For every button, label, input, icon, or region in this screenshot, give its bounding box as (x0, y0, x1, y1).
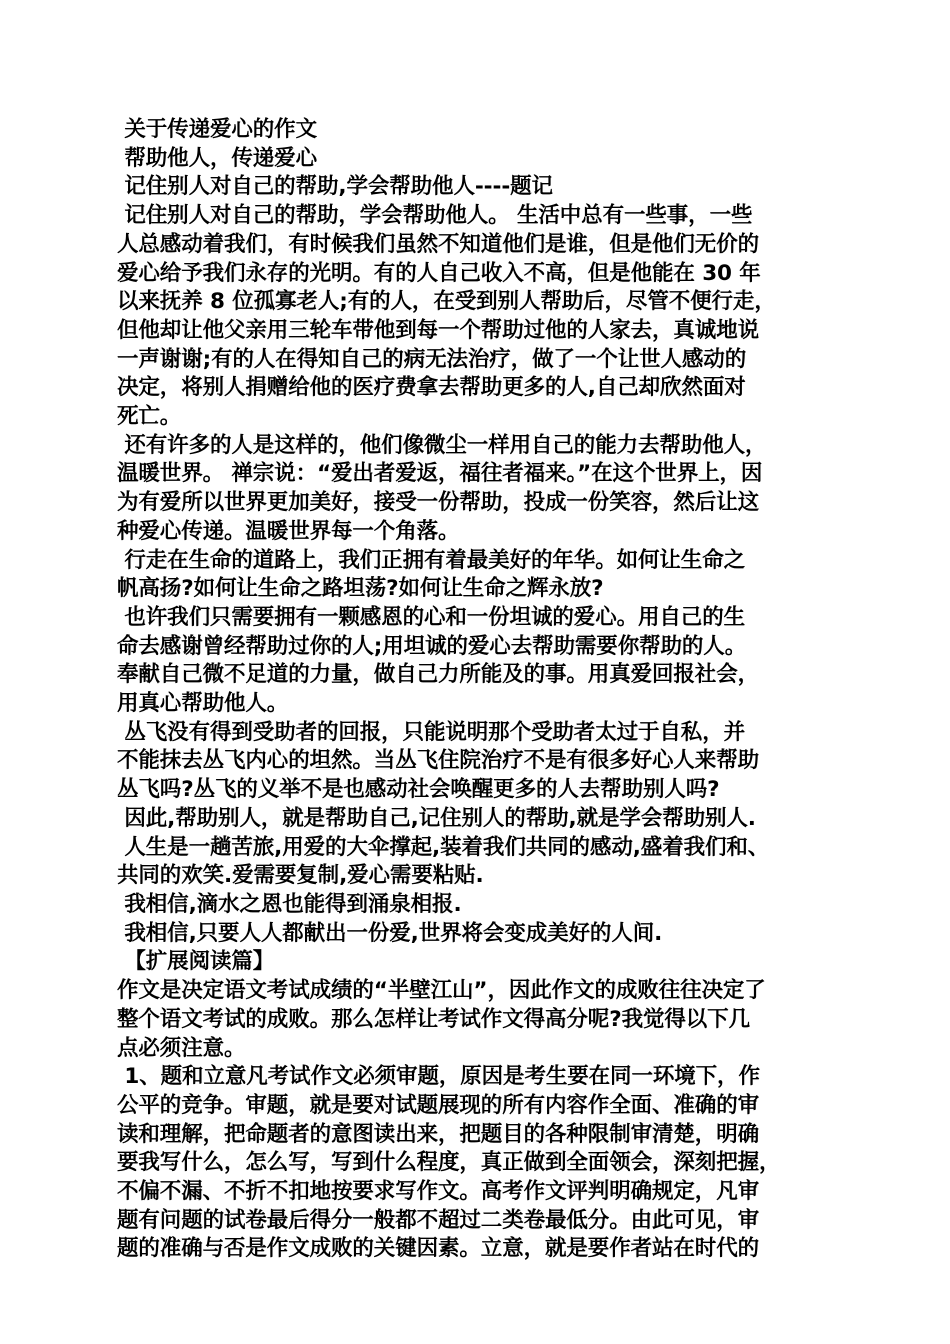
text-line: 作文是决定语文考试成绩的“半壁江山”，因此作文的成败往往决定了 (117, 978, 766, 1004)
text-line: 人总感动着我们，有时候我们虽然不知道他们是谁，但是他们无价的 (117, 231, 760, 257)
text-line: 为有爱所以世界更加美好，接受一份帮助，投成一份笑容，然后让这 (117, 490, 760, 516)
text-line: 点必须注意。 (117, 1035, 246, 1061)
text-line: 帆高扬?如何让生命之路坦荡?如何让生命之辉永放? (117, 576, 604, 602)
text-line: 不能抹去丛飞内心的坦然。当丛飞住院治疗不是有很多好心人来帮助 (117, 748, 760, 774)
epigraph: 记住别人对自己的帮助,学会帮助他人----题记 (117, 174, 553, 200)
text-line: 丛飞没有得到受助者的回报，只能说明那个受助者太过于自私，并 (117, 719, 745, 745)
text-line: 还有许多的人是这样的，他们像微尘一样用自己的能力去帮助他人， (117, 432, 767, 458)
text-line: 共同的欢笑.爱需要复制,爱心需要粘贴. (117, 863, 484, 889)
text-line: 整个语文考试的成败。那么怎样让考试作文得高分呢?我觉得以下几 (117, 1006, 750, 1032)
text-line: 命去感谢曾经帮助过你的人;用坦诚的爱心去帮助需要你帮助的人。 (117, 633, 747, 659)
text-line: 决定，将别人捐赠给他的医疗费拿去帮助更多的人,自己却欣然面对 (117, 375, 746, 401)
text-line: 丛飞吗?丛飞的义举不是也感动社会唤醒更多的人去帮助别人吗? (117, 777, 720, 803)
text-line: 用真心帮助他人。 (117, 691, 289, 717)
essay-title: 关于传递爱心的作文 (117, 117, 317, 142)
text-line: 我相信,只要人人都献出一份爱,世界将会变成美好的人间. (117, 920, 663, 946)
text-line: 题有问题的试卷最后得分一般都不超过二类卷最低分。由此可见，审 (117, 1207, 760, 1233)
text-line: 以来抚养 8 位孤寡老人;有的人，在受到别人帮助后，尽管不便行走， (117, 289, 776, 315)
text-line: 种爱心传递。温暖世界每一个角落。 (117, 518, 460, 544)
text-line: 记住别人对自己的帮助，学会帮助他人。 生活中总有一些事，一些 (117, 203, 753, 229)
text-line: 也许我们只需要拥有一颗感恩的心和一份坦诚的爱心。用自己的生 (117, 604, 745, 630)
text-line: 1、题和立意凡考试作文必须审题，原因是考生要在同一环境下，作 (117, 1064, 760, 1090)
text-line: 一声谢谢;有的人在得知自己的病无法治疗，做了一个让世人感动的 (117, 346, 747, 372)
text-line: 因此,帮助别人，就是帮助自己,记住别人的帮助,就是学会帮助别人. (117, 805, 756, 831)
text-line: 不偏不漏、不折不扣地按要求写作文。高考作文评判明确规定，凡审 (117, 1179, 760, 1205)
text-line: 人生是一趟苦旅,用爱的大伞撑起,装着我们共同的感动,盛着我们和、 (117, 834, 770, 860)
text-line: 死亡。 (117, 404, 182, 430)
text-line: 题的准确与否是作文成败的关键因素。立意，就是要作者站在时代的 (117, 1236, 760, 1262)
essay-body (117, 116, 837, 1264)
text-line: 我相信,滴水之恩也能得到涌泉相报. (117, 891, 462, 917)
text-line: 温暖世界。 禅宗说：“爱出者爱返，福往者福来。”在这个世界上，因 (117, 461, 763, 487)
section-heading: 【扩展阅读篇】 (117, 949, 275, 975)
essay-subtitle: 帮助他人，传递爱心 (117, 145, 317, 171)
text-line: 行走在生命的道路上，我们正拥有着最美好的年华。如何让生命之 (117, 547, 745, 573)
text-line: 但他却让他父亲用三轮车带他到每一个帮助过他的人家去，真诚地说 (117, 317, 760, 343)
text-line: 读和理解，把命题者的意图读出来，把题目的各种限制审清楚，明确 (117, 1121, 760, 1147)
text-line: 公平的竞争。审题，就是要对试题展现的所有内容作全面、准确的审 (117, 1092, 760, 1118)
text-line: 奉献自己微不足道的力量，做自己力所能及的事。用真爱回报社会， (117, 662, 760, 688)
text-line: 爱心给予我们永存的光明。有的人自己收入不高，但是他能在 30 年 (117, 260, 761, 286)
text-line: 要我写什么，怎么写，写到什么程度，真正做到全面领会，深刻把握， (117, 1150, 781, 1176)
